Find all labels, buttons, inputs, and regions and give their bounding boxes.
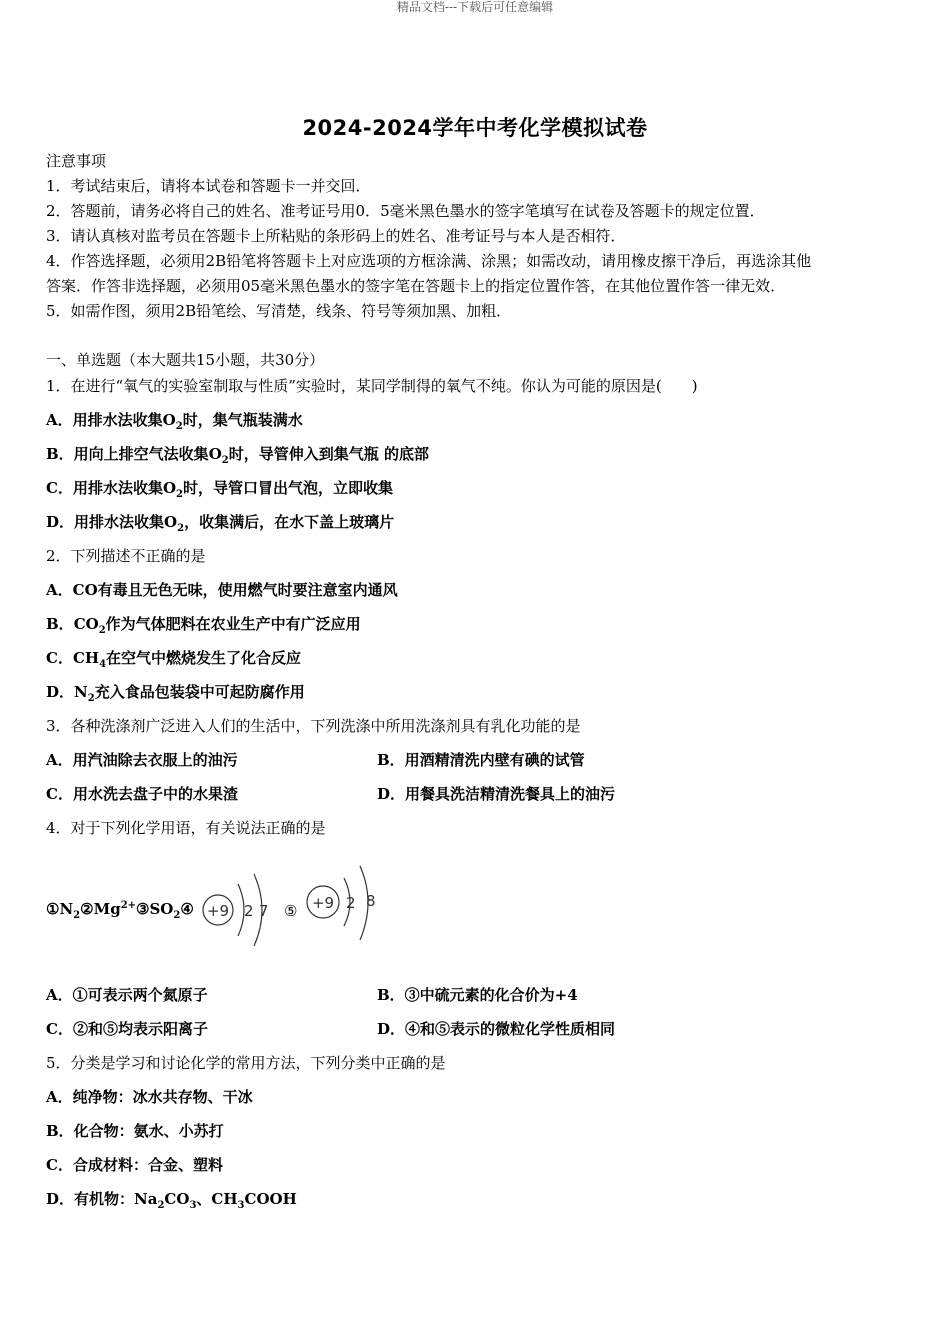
notice-item: 答案．作答非选择题，必须用05毫米黑色墨水的签字笔在答题卡上的指定位置作答，在其他位置作答一律无效．	[46, 277, 786, 295]
notice-item: 2．答题前，请务必将自己的姓名、准考证号用0．5毫米黑色墨水的签字笔填写在试卷及答题卡的规定位置．	[46, 202, 765, 220]
question-2-option-b[interactable]: B．$CO_2$作为气体肥料在农业生产中有广泛应用	[46, 615, 361, 636]
notice-heading: 注意事项	[46, 152, 107, 170]
atom-diagram-5	[307, 866, 376, 940]
question-5-option-a[interactable]: A．纯净物：冰水共存物、干冰	[46, 1088, 253, 1106]
question-2-stem: 2．下列描述不正确的是	[46, 547, 206, 565]
question-3-option-c[interactable]: C．用水洗去盘子中的水果渣	[46, 785, 238, 803]
section-heading: 一、单选题（本大题共15小题，共30分）	[46, 351, 325, 369]
question-5-stem: 5．分类是学习和讨论化学的常用方法，下列分类中正确的是	[46, 1054, 446, 1072]
svg-text:8: 8	[366, 892, 376, 910]
header-note: 精品文档---下载后可任意编辑	[396, 0, 554, 14]
atom-structure-diagrams	[198, 862, 388, 952]
question-2-option-d[interactable]: D．$N_2$充入食品包装袋中可起防腐作用	[46, 683, 305, 704]
question-1-option-d[interactable]: D．用排水法收集$O_2$，收集满后，在水下盖上玻璃片	[46, 513, 395, 534]
question-2-option-a[interactable]: A．CO有毒且无色无味，使用燃气时要注意室内通风	[46, 581, 398, 599]
question-4-option-b[interactable]: B．③中硫元素的化合价为+4	[377, 986, 578, 1004]
svg-text:+9: +9	[311, 894, 335, 912]
question-3-option-d[interactable]: D．用餐具洗洁精清洗餐具上的油污	[377, 785, 616, 803]
notice-item: 1．考试结束后，请将本试卷和答题卡一并交回．	[46, 177, 371, 195]
question-5-option-c[interactable]: C．合成材料：合金、塑料	[46, 1156, 223, 1174]
question-3-option-b[interactable]: B．用酒精清洗内壁有碘的试管	[377, 751, 585, 769]
question-4-option-c[interactable]: C．②和⑤均表示阳离子	[46, 1020, 208, 1038]
notice-item: 5．如需作图，须用2B铅笔绘、写清楚，线条、符号等须加黑、加粗．	[46, 302, 512, 320]
chemical-formulas: $①N_2②Mg^{2+}③SO_2④$	[46, 900, 194, 921]
question-3-stem: 3．各种洗涤剂广泛进入人们的生活中，下列洗涤中所用洗涤剂具有乳化功能的是	[46, 717, 581, 735]
atom-diagram-4	[203, 874, 269, 946]
svg-text:+9: +9	[206, 902, 230, 920]
question-4-stem: 4．对于下列化学用语，有关说法正确的是	[46, 819, 326, 837]
svg-text:2: 2	[346, 894, 356, 912]
atom-label-5: ⑤	[284, 902, 298, 920]
question-4-option-d[interactable]: D．④和⑤表示的微粒化学性质相同	[377, 1020, 616, 1038]
svg-text:2: 2	[244, 902, 254, 920]
question-1-option-b[interactable]: B．用向上排空气法收集$O_2$时，导管伸入到集气瓶 的底部	[46, 445, 429, 466]
question-1-option-a[interactable]: A．用排水法收集$O_2$时，集气瓶装满水	[46, 411, 303, 432]
question-4-option-a[interactable]: A．①可表示两个氮原子	[46, 986, 208, 1004]
question-2-option-c[interactable]: C．$CH_4$在空气中燃烧发生了化合反应	[46, 649, 302, 670]
question-3-option-a[interactable]: A．用汽油除去衣服上的油污	[46, 751, 238, 769]
page-title: 2024-2024学年中考化学模拟试卷	[302, 116, 648, 140]
question-1-stem: 1．在进行“氧气的实验室制取与性质”实验时，某同学制得的氧气不纯。你认为可能的原因是( )	[46, 377, 698, 395]
notice-item: 3．请认真核对监考员在答题卡上所粘贴的条形码上的姓名、准考证号与本人是否相符．	[46, 227, 626, 245]
question-5-option-d[interactable]: D．有机物：$Na_2CO_3$、$CH_3COOH$	[46, 1190, 297, 1211]
question-1-option-c[interactable]: C．用排水法收集$O_2$时，导管口冒出气泡，立即收集	[46, 479, 394, 500]
notice-item: 4．作答选择题，必须用2B铅笔将答题卡上对应选项的方框涂满、涂黑；如需改动，请用橡皮擦干净后，再选涂其他	[46, 252, 812, 270]
svg-text:7: 7	[259, 902, 269, 920]
question-5-option-b[interactable]: B．化合物：氨水、小苏打	[46, 1122, 224, 1140]
